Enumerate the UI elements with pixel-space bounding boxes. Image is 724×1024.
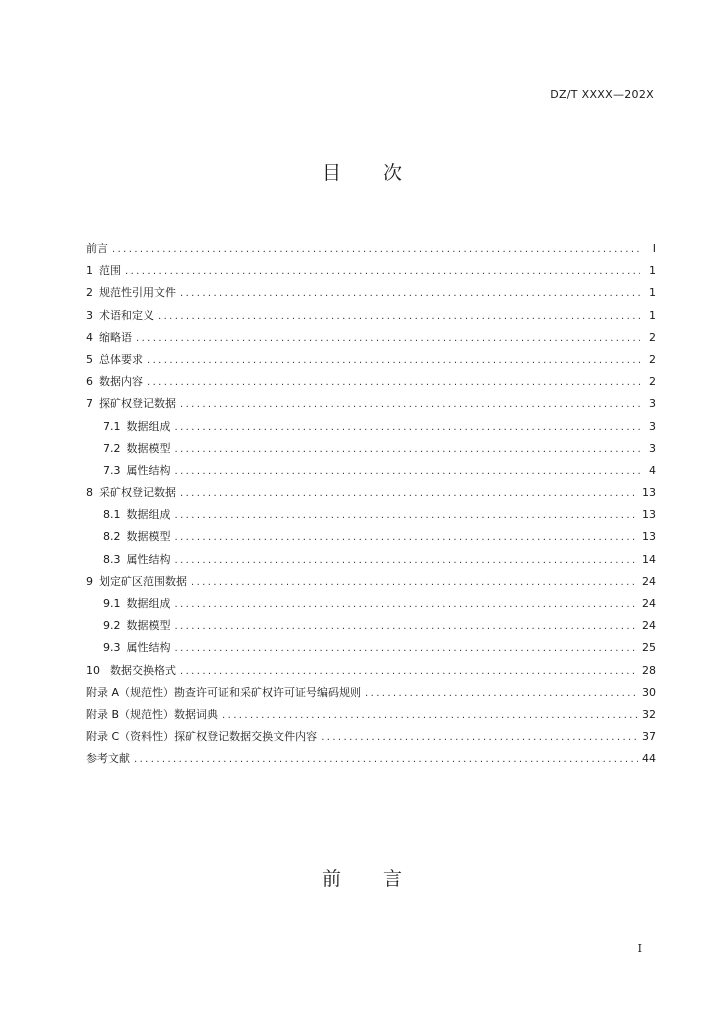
toc-entry[interactable] [86, 282, 656, 304]
toc-entry-label [103, 549, 171, 571]
toc-dot-leader [175, 461, 641, 483]
toc-dot-leader [175, 550, 639, 572]
toc-entry-page: 4 [649, 463, 656, 477]
toc-entry-label [103, 615, 171, 637]
toc-entry-text: 总体要求 [99, 352, 143, 366]
toc-entry-label [86, 726, 317, 748]
toc-dot-leader [112, 239, 640, 261]
toc-entry-label [86, 260, 121, 282]
toc-entry-label [103, 526, 171, 548]
toc-dot-leader [147, 350, 640, 372]
toc-entry-page: 25 [642, 641, 656, 655]
toc-entry-number: 8.2 [103, 530, 121, 544]
toc-entry-number: 9.1 [103, 597, 121, 610]
toc-entry-text: 属性结构 [126, 641, 171, 655]
toc-entry[interactable] [86, 526, 656, 548]
toc-entry-page: 24 [642, 619, 656, 633]
toc-entry-label [86, 482, 176, 504]
preface-title: 前 言 [321, 868, 421, 890]
toc-entry-text: 数据模型 [126, 619, 171, 633]
toc-dot-leader [191, 572, 638, 594]
toc-entry-label [86, 682, 361, 704]
toc-entry-label [86, 282, 176, 304]
toc-entry-number: 1 [86, 264, 93, 278]
page-number: I [637, 942, 642, 955]
toc-entry[interactable] [86, 593, 656, 615]
toc-title: 目 次 [321, 162, 421, 184]
toc-entry-page: 30 [642, 685, 656, 699]
toc-entry[interactable] [86, 660, 656, 682]
toc-entry-page: 24 [642, 574, 656, 588]
toc-entry-page: 2 [649, 375, 656, 389]
toc-entry-text: 参考文献 [86, 752, 130, 766]
toc-entry-page: 37 [642, 730, 656, 744]
toc-dot-leader [158, 306, 640, 328]
toc-entry-number: 10 [86, 663, 100, 677]
toc-entry-number: 8.1 [103, 508, 121, 522]
toc-entry[interactable] [86, 748, 656, 770]
toc-entry-text: 范围 [99, 264, 121, 278]
toc-dot-leader [180, 283, 640, 305]
toc-dot-leader [180, 661, 638, 683]
toc-entry[interactable] [86, 704, 656, 726]
toc-entry-text: 划定矿区范围数据 [99, 574, 187, 588]
toc-entry-page: 3 [649, 441, 656, 455]
toc-dot-leader [175, 439, 641, 461]
toc-entry-page: 13 [642, 486, 656, 500]
toc-entry[interactable] [86, 305, 656, 327]
toc-entry[interactable] [86, 460, 656, 482]
toc-entry-label [86, 748, 130, 770]
toc-dot-leader [147, 372, 640, 394]
toc-dot-leader [222, 705, 638, 727]
toc-entry-page: 2 [649, 330, 656, 344]
toc-entry-label [103, 416, 171, 438]
toc-entry[interactable] [86, 504, 656, 526]
toc-entry-page: 1 [649, 264, 656, 278]
toc-entry[interactable] [86, 260, 656, 282]
toc-entry-text: 附录 A（规范性）勘查许可证和采矿权许可证号编码规则 [86, 685, 362, 699]
toc-dot-leader [175, 616, 639, 638]
toc-dot-leader [180, 483, 638, 505]
table-of-contents [86, 238, 656, 771]
toc-entry-number: 3 [86, 308, 93, 322]
toc-entry-label [86, 371, 143, 393]
toc-entry[interactable] [86, 416, 656, 438]
toc-entry[interactable] [86, 615, 656, 637]
toc-entry-number: 7.1 [103, 419, 121, 433]
toc-entry[interactable] [86, 682, 656, 704]
toc-entry-text: 采矿权登记数据 [99, 486, 176, 500]
toc-dot-leader [175, 505, 639, 527]
toc-entry-text: 数据内容 [99, 375, 143, 389]
toc-entry-text: 缩略语 [99, 330, 132, 344]
toc-entry-page: 3 [649, 419, 656, 433]
toc-entry-label [86, 349, 143, 371]
toc-entry[interactable] [86, 482, 656, 504]
toc-entry-text: 探矿权登记数据 [99, 397, 176, 411]
toc-dot-leader [175, 417, 641, 439]
toc-entry-label [103, 637, 171, 659]
toc-entry-label [86, 571, 187, 593]
toc-dot-leader [175, 638, 639, 660]
toc-entry-page: 13 [642, 508, 656, 522]
toc-dot-leader [125, 261, 640, 283]
toc-entry-text: 数据组成 [126, 419, 171, 433]
toc-entry-page: 3 [649, 397, 656, 411]
toc-entry-number: 7.2 [103, 441, 121, 455]
toc-entry-label [103, 460, 171, 482]
toc-entry-page: 2 [649, 352, 656, 366]
toc-dot-leader [365, 683, 638, 705]
toc-entry[interactable] [86, 371, 656, 393]
toc-entry-page: 13 [642, 530, 656, 544]
toc-entry[interactable] [86, 438, 656, 460]
toc-entry-number: 9.2 [103, 619, 121, 633]
toc-entry-label [86, 305, 154, 327]
toc-entry-text: 数据组成 [126, 597, 171, 610]
toc-entry-text: 数据模型 [126, 441, 171, 455]
toc-entry-text: 数据交换格式 [110, 663, 176, 677]
toc-entry[interactable] [86, 571, 656, 593]
toc-entry-page: 1 [649, 286, 656, 300]
toc-entry-page: 14 [642, 552, 656, 566]
toc-entry[interactable] [86, 238, 656, 260]
toc-dot-leader [175, 527, 639, 549]
toc-entry-text: 数据组成 [126, 508, 171, 522]
toc-entry-page: 1 [649, 308, 656, 322]
toc-entry-text: 数据模型 [126, 530, 171, 544]
toc-entry-label [86, 327, 132, 349]
toc-entry-number: 4 [86, 330, 93, 344]
toc-entry-number: 8 [86, 486, 93, 500]
toc-entry-number: 9 [86, 574, 93, 588]
toc-entry-label [103, 593, 171, 615]
toc-entry-label [103, 438, 171, 460]
toc-entry-number: 9.3 [103, 641, 121, 655]
toc-entry[interactable] [86, 726, 656, 748]
toc-entry-label [103, 504, 171, 526]
toc-dot-leader [134, 749, 638, 771]
toc-entry-page: 28 [642, 663, 656, 677]
toc-entry-text: 附录 B（规范性）数据词典 [86, 707, 219, 721]
toc-entry-label [86, 660, 176, 682]
toc-entry-number: 7 [86, 397, 93, 411]
toc-entry-label [86, 238, 108, 260]
toc-entry-label [86, 393, 176, 415]
toc-entry[interactable] [86, 393, 656, 415]
toc-entry-number: 5 [86, 352, 93, 366]
toc-entry-page: I [652, 242, 656, 255]
toc-entry[interactable] [86, 327, 656, 349]
toc-entry[interactable] [86, 549, 656, 571]
toc-entry-number: 2 [86, 286, 93, 300]
toc-entry-page: 32 [642, 707, 656, 721]
toc-entry-page: 24 [642, 597, 656, 610]
toc-entry-number: 8.3 [103, 552, 121, 566]
toc-dot-leader [321, 727, 638, 749]
toc-entry-text: 属性结构 [126, 552, 171, 566]
toc-dot-leader [175, 594, 639, 616]
toc-entry-text: 前言 [86, 242, 108, 255]
toc-entry-number: 6 [86, 375, 93, 389]
toc-entry-label [86, 704, 218, 726]
toc-entry[interactable] [86, 349, 656, 371]
toc-entry-page: 44 [642, 752, 656, 766]
toc-dot-leader [136, 328, 640, 350]
document-code: DZ/T XXXX—202X [550, 88, 654, 101]
toc-dot-leader [180, 394, 640, 416]
toc-entry-text: 属性结构 [126, 463, 171, 477]
toc-entry-text: 术语和定义 [99, 308, 154, 322]
toc-entry-number: 7.3 [103, 463, 121, 477]
toc-entry[interactable] [86, 637, 656, 659]
toc-entry-text: 附录 C（资料性）探矿权登记数据交换文件内容 [86, 730, 318, 744]
toc-entry-text: 规范性引用文件 [99, 286, 176, 300]
